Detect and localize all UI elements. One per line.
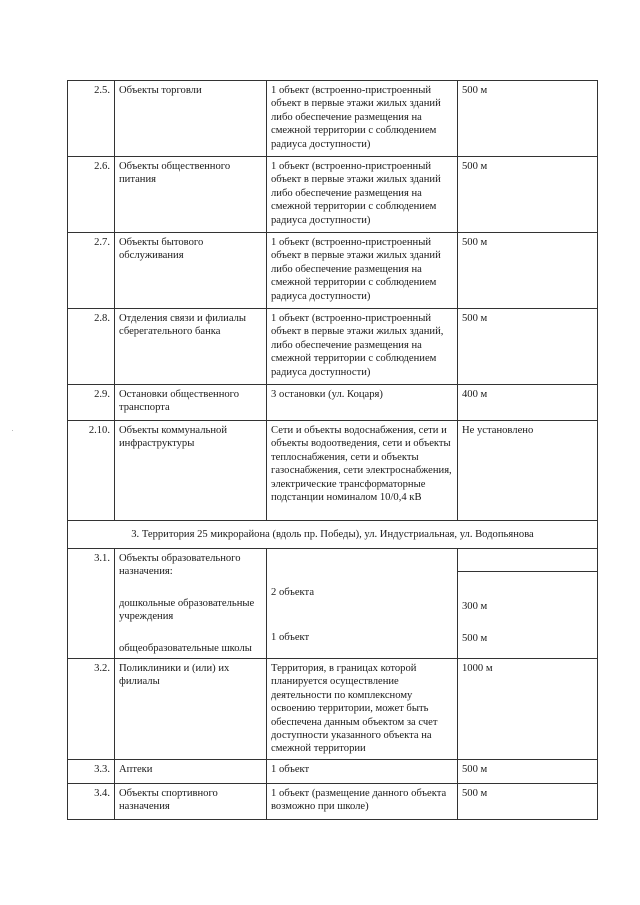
- norms-table: [67, 80, 598, 820]
- preschool-radius: 300 м: [462, 601, 488, 612]
- accessibility-radius: 500 м: [458, 783, 598, 819]
- object-name: Объекты коммунальной инфраструктуры: [115, 421, 267, 521]
- table-row: [68, 759, 598, 783]
- school-count: 1 объект: [271, 632, 310, 644]
- object-description: 3 остановки (ул. Коцаря): [267, 385, 458, 421]
- object-name: Остановки общественного транспорта: [115, 385, 267, 421]
- row-number: 3.3.: [68, 759, 115, 783]
- object-name: Поликлиники и (или) их филиалы: [115, 659, 267, 760]
- object-description: [267, 549, 458, 659]
- object-description: 1 объект (встроенно-пристроенный объект в первые этажи жилых зданий либо обеспечение размещения на смежной территории с соблюдением радиуса доступности): [267, 157, 458, 233]
- object-name: Отделения связи и филиалы сберегательного банка: [115, 309, 267, 385]
- accessibility-radius: [458, 549, 598, 659]
- object-description: 1 объект (размещение данного объекта возможно при школе): [267, 783, 458, 819]
- object-name: Объекты торговли: [115, 81, 267, 157]
- row-number: 3.2.: [68, 659, 115, 760]
- row-number: 2.8.: [68, 309, 115, 385]
- object-description: Сети и объекты водоснабжения, сети и объекты водоотведения, сети и объекты теплоснабжения, сети и объекты газоснабжения, сети электроснабжения, электрические трансформаторные подстанции номиналом 10/0,4 кВ: [267, 421, 458, 521]
- row-number: 3.4.: [68, 783, 115, 819]
- accessibility-radius: 400 м: [458, 385, 598, 421]
- row-number: 2.5.: [68, 81, 115, 157]
- section-heading-row: [68, 521, 598, 549]
- row-number: 2.7.: [68, 233, 115, 309]
- row-number: 2.9.: [68, 385, 115, 421]
- table-row: [68, 233, 598, 309]
- object-description: 1 объект: [267, 759, 458, 783]
- preschool-count: 2 объекта: [271, 587, 315, 598]
- accessibility-radius: 500 м: [458, 233, 598, 309]
- subcategory-schools: общеобразовательные школы: [119, 642, 252, 654]
- row-number: 3.1.: [68, 549, 115, 659]
- row-number: 2.10.: [68, 421, 115, 521]
- table-row: [68, 309, 598, 385]
- table-row: [68, 659, 598, 760]
- object-name: Объекты бытового обслуживания: [115, 233, 267, 309]
- section-heading: 3. Территория 25 микрорайона (вдоль пр. Победы), ул. Индустриальная, ул. Водопьянова: [68, 521, 598, 549]
- category-name: Объекты образовательного назначения:: [119, 553, 241, 578]
- table-row: [68, 549, 598, 659]
- accessibility-radius: 500 м: [458, 309, 598, 385]
- table-row: [68, 385, 598, 421]
- scan-mark: [12, 430, 13, 431]
- table-row: [68, 421, 598, 521]
- accessibility-radius: 500 м: [458, 81, 598, 157]
- table-row: [68, 81, 598, 157]
- object-description: 1 объект (встроенно-пристроенный объект в первые этажи жилых зданий, либо обеспечение размещения на смежной территории с соблюдением радиуса доступности): [267, 309, 458, 385]
- object-description: Территория, в границах которой планируется осуществление деятельности по комплексному освоению территории, может быть обеспечена данным объектом за счет доступности указанного объекта на смежной территории: [267, 659, 458, 760]
- object-name: Объекты общественного питания: [115, 157, 267, 233]
- object-name: Аптеки: [115, 759, 267, 783]
- subcategory-preschool: дошкольные образовательные учреждения: [119, 597, 255, 623]
- object-description: 1 объект (встроенно-пристроенный объект в первые этажи жилых зданий либо обеспечение размещения на смежной территории с соблюдением радиуса доступности): [267, 81, 458, 157]
- object-description: 1 объект (встроенно-пристроенный объект в первые этажи жилых зданий либо обеспечение размещения на смежной территории с соблюдением радиуса доступности): [267, 233, 458, 309]
- school-radius: 500 м: [462, 633, 488, 645]
- row-number: 2.6.: [68, 157, 115, 233]
- object-name: Объекты спортивного назначения: [115, 783, 267, 819]
- accessibility-radius: 500 м: [458, 759, 598, 783]
- accessibility-radius: 500 м: [458, 157, 598, 233]
- accessibility-radius: Не установлено: [458, 421, 598, 521]
- table-row: [68, 783, 598, 819]
- table-row: [68, 157, 598, 233]
- object-name: [115, 549, 267, 659]
- accessibility-radius: 1000 м: [458, 659, 598, 760]
